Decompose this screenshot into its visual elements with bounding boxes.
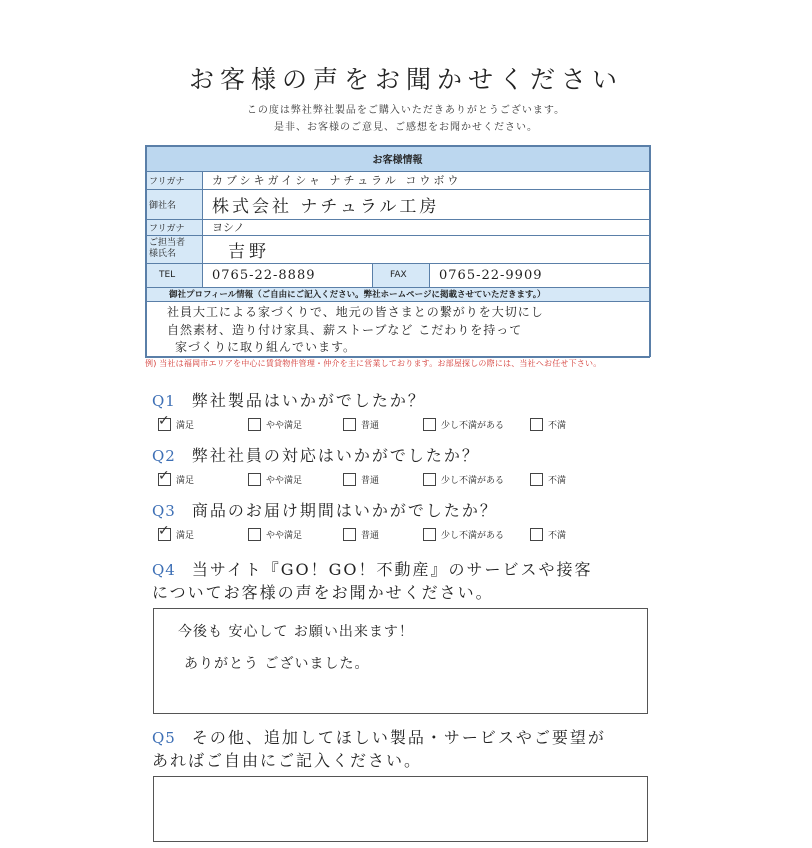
info-header: お客様情報 [145,145,650,171]
checkbox[interactable] [423,473,436,486]
question-4-line-1: 当サイト『GO！GO！不動産』のサービスや接客 [191,560,593,579]
question-5-line-2: あればご自由にご記入ください。 [152,751,423,770]
person-label-line-2: 様氏名 [149,249,177,259]
question-5-line-1: その他、追加してほしい製品・サービスやご要望が [191,728,606,747]
q1-option-2[interactable]: やや満足 [248,418,302,431]
q2-option-5[interactable]: 不満 [530,473,566,486]
person-name-field[interactable]: 吉野 [228,241,270,262]
fax-field[interactable]: 0765-22-9909 [439,267,543,283]
question-5 [152,725,606,748]
company-furigana-field[interactable]: カブシキガイシャ ナチュラル コウボウ [212,174,462,187]
checkbox[interactable] [158,523,171,541]
question-5-number: Q5 [152,729,176,747]
checkbox[interactable] [423,528,436,541]
q2-option-1[interactable]: ✓ 満足 [158,468,195,486]
page-title: お客様の声をお聞かせください [188,65,623,94]
check-mark-icon: ✓ [158,523,170,539]
person-label-line-1: ご担当者 [149,238,186,248]
intro-line-2: 是非、お客様のご意見、ご感想をお聞かせください。 [274,122,538,133]
rule [145,189,650,190]
question-3-number: Q3 [152,502,176,520]
rule [145,301,650,302]
checkbox[interactable] [343,418,356,431]
q2-option-2[interactable]: やや満足 [248,473,302,486]
q3-option-5[interactable]: 不満 [530,528,566,541]
checkbox[interactable] [530,418,543,431]
rule [372,263,373,287]
q4-answer-line-2: ありがとう ございました。 [184,656,370,672]
checkbox[interactable] [423,418,436,431]
profile-header: 御社プロフィール情報（ご自由にご記入ください。弊社ホームページに掲載させていただきます。） [145,287,650,301]
check-mark-icon: ✓ [158,468,170,484]
profile-line-2: 自然素材、造り付け家具、薪ストーブなど こだわりを持って [167,323,523,337]
q5-answer-box[interactable] [153,776,648,842]
q1-option-4[interactable]: 少し不満がある [423,418,504,431]
checkbox[interactable] [343,528,356,541]
checkbox[interactable] [530,473,543,486]
rule [145,145,650,147]
q4-answer-box[interactable] [153,608,648,714]
intro-line-1: この度は弊社弊社製品をご購入いただきありがとうございます。 [246,105,566,116]
q3-option-2[interactable]: やや満足 [248,528,302,541]
company-label: 御社名 [145,189,202,219]
customer-info-table [145,145,650,357]
rule [145,287,650,288]
question-2-number: Q2 [152,447,176,465]
check-mark-icon: ✓ [158,413,170,429]
checkbox[interactable] [248,528,261,541]
q1-option-3[interactable]: 普通 [343,418,379,431]
checkbox[interactable] [248,418,261,431]
question-3-text: 商品のお届け期間はいかがでしたか？ [191,501,498,520]
question-2-text: 弊社社員の対応はいかがでしたか？ [191,446,480,465]
q3-option-1[interactable]: ✓ 満足 [158,523,195,541]
q2-option-4[interactable]: 少し不満がある [423,473,504,486]
q3-option-3[interactable]: 普通 [343,528,379,541]
fax-label: FAX [372,263,429,287]
question-4-line-2: についてお客様の声をお聞かせください。 [152,583,494,602]
tel-field[interactable]: 0765-22-8889 [212,267,316,283]
checkbox[interactable] [248,473,261,486]
rule [649,145,651,357]
person-label [145,235,202,263]
person-furigana-field[interactable]: ヨシノ [212,221,245,234]
rule [429,263,430,287]
checkbox[interactable] [343,473,356,486]
rule [145,219,650,220]
q1-option-5[interactable]: 不満 [530,418,566,431]
profile-line-1: 社員大工による家づくりで、地元の皆さまとの繋がりを大切にし [167,305,544,319]
profile-field[interactable] [145,301,650,357]
rule [145,263,650,264]
question-1-text: 弊社製品はいかがでしたか？ [191,391,426,410]
checkbox[interactable] [530,528,543,541]
checkbox[interactable] [158,468,171,486]
q4-answer-line-1: 今後も 安心して お願い出来ます！ [178,624,414,640]
question-1 [152,388,426,411]
q2-option-3[interactable]: 普通 [343,473,379,486]
q3-option-4[interactable]: 少し不満がある [423,528,504,541]
furigana-label-2: フリガナ [145,219,202,235]
rule [202,171,203,287]
rule [145,171,650,172]
example-note: 例) 当社は福岡市エリアを中心に賃貸物件管理・仲介を主に営業しております。お部屋探しの際には、当社へお任せ下さい。 [145,359,602,368]
question-2 [152,443,480,466]
checkbox[interactable] [158,413,171,431]
rule [145,145,147,357]
profile-line-3: 家づくりに取り組んでいます。 [175,340,357,354]
question-3 [152,498,498,521]
furigana-label: フリガナ [145,171,202,189]
question-1-number: Q1 [152,392,176,410]
question-4 [152,557,593,580]
question-4-number: Q4 [152,561,176,579]
company-name-field[interactable]: 株式会社 ナチュラル工房 [212,196,440,217]
rule [145,235,650,236]
tel-label: TEL [145,263,202,287]
q1-option-1[interactable]: ✓ 満足 [158,413,195,431]
